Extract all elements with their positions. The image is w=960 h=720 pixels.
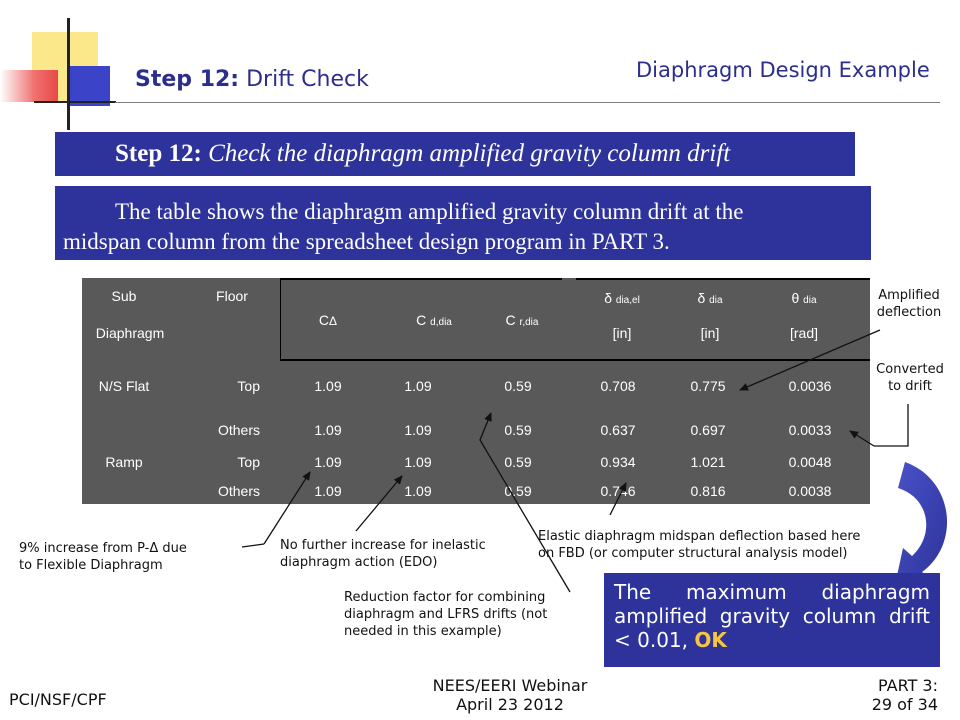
header-c-d-dia: C d,dia	[416, 312, 452, 328]
table-cell-d: 0.775	[690, 378, 726, 394]
table-cell-c-d: 1.09	[404, 454, 432, 470]
header-unit-in-2: [in]	[700, 325, 720, 341]
table-cell-d-el: 0.746	[600, 483, 636, 499]
table-cell-theta: 0.0036	[788, 378, 832, 394]
curved-arrow-icon	[895, 462, 947, 585]
table-cell-c-delta: 1.09	[314, 422, 342, 438]
header-delta-dia-el: δ dia,el	[604, 290, 640, 306]
header-unit-in-1: [in]	[612, 325, 632, 341]
reduction-factor-arrow	[480, 413, 570, 592]
edo-arrow	[356, 476, 402, 531]
table-cell-d: 1.021	[690, 454, 726, 470]
table-cell-c-d: 1.09	[404, 483, 432, 499]
conclusion-line-1: The maximum diaphragm	[614, 580, 930, 604]
header-diaphragm: Diaphragm	[95, 325, 165, 341]
description-line-1: The table shows the diaphragm amplified gravity column drift at the	[115, 199, 744, 224]
table-cell-d: 0.697	[690, 422, 726, 438]
table-cell-d-el: 0.934	[600, 454, 636, 470]
footer-right: PART 3: 29 of 34	[871, 676, 938, 714]
ok-label: OK	[694, 628, 727, 652]
table-cell-floor: Others	[217, 483, 260, 499]
header-c-delta: CΔ	[318, 312, 338, 328]
header-unit-rad: [rad]	[789, 325, 819, 341]
table-cell-theta: 0.0033	[788, 422, 832, 438]
conclusion-box	[604, 573, 940, 667]
step-title-banner: Step 12: Check the diaphragm amplified gravity column drift	[55, 132, 855, 176]
table-cell-floor: Top	[237, 378, 260, 394]
table-cell-c-r: 0.59	[504, 454, 532, 470]
table-cell-theta: 0.0048	[788, 454, 832, 470]
conclusion-line-3: < 0.01, OK	[614, 628, 727, 652]
table-cell-d: 0.816	[690, 483, 726, 499]
table-cell-c-delta: 1.09	[314, 483, 342, 499]
conclusion-line-2: amplified gravity column drift	[614, 604, 930, 628]
header-sub: Sub	[111, 288, 137, 304]
elastic-deflection-note: Elastic diaphragm midspan deflection based here on FBD (or computer structural analysis model)	[538, 529, 861, 561]
table-cell-floor: Top	[237, 454, 260, 470]
deck-title: Diaphragm Design Example	[636, 58, 930, 82]
converted-drift-arrow	[850, 431, 874, 446]
pdelta-arrow	[264, 472, 310, 544]
header-theta-dia: θ dia	[791, 290, 817, 306]
reduction-factor-note: Reduction factor for combining diaphragm and LFRS drifts (not needed in this example)	[344, 590, 548, 639]
description-line-2: midspan column from the spreadsheet design program in PART 3.	[63, 229, 670, 254]
converted-drift-bracket-line	[874, 404, 908, 446]
table-cell-c-r: 0.59	[504, 483, 532, 499]
footer-left: PCI/NSF/CPF	[9, 690, 107, 709]
step-header: Step 12: Drift Check	[135, 67, 369, 92]
table-cell-sub: Ramp	[105, 454, 143, 470]
converted-drift-note: Converted to drift	[876, 362, 944, 394]
header-floor: Floor	[216, 288, 248, 304]
elastic-deflection-arrow	[610, 483, 626, 515]
table-cell-d-el: 0.637	[600, 422, 636, 438]
table-cell-sub: N/S Flat	[98, 378, 150, 394]
table-cell-floor: Others	[217, 422, 260, 438]
table-cell-c-delta: 1.09	[314, 454, 342, 470]
header-delta-dia: δ dia	[697, 290, 723, 306]
pdelta-note: 9% increase from P-Δ due to Flexible Diaphragm	[19, 541, 187, 573]
footer-center: NEES/EERI Webinar April 23 2012	[432, 676, 588, 714]
table-cell-d-el: 0.708	[600, 378, 636, 394]
table-cell-theta: 0.0038	[788, 483, 832, 499]
amplified-deflection-note: Amplified deflection	[876, 288, 942, 320]
table-cell-c-d: 1.09	[404, 378, 432, 394]
header-c-r-dia: C r,dia	[505, 312, 539, 328]
table-cell-c-delta: 1.09	[314, 378, 342, 394]
edo-note: No further increase for inelastic diaphragm action (EDO)	[280, 538, 486, 570]
table-cell-c-d: 1.09	[404, 422, 432, 438]
table-cell-c-r: 0.59	[504, 422, 532, 438]
amplified-deflection-arrow	[740, 330, 880, 390]
table-cell-c-r: 0.59	[504, 378, 532, 394]
